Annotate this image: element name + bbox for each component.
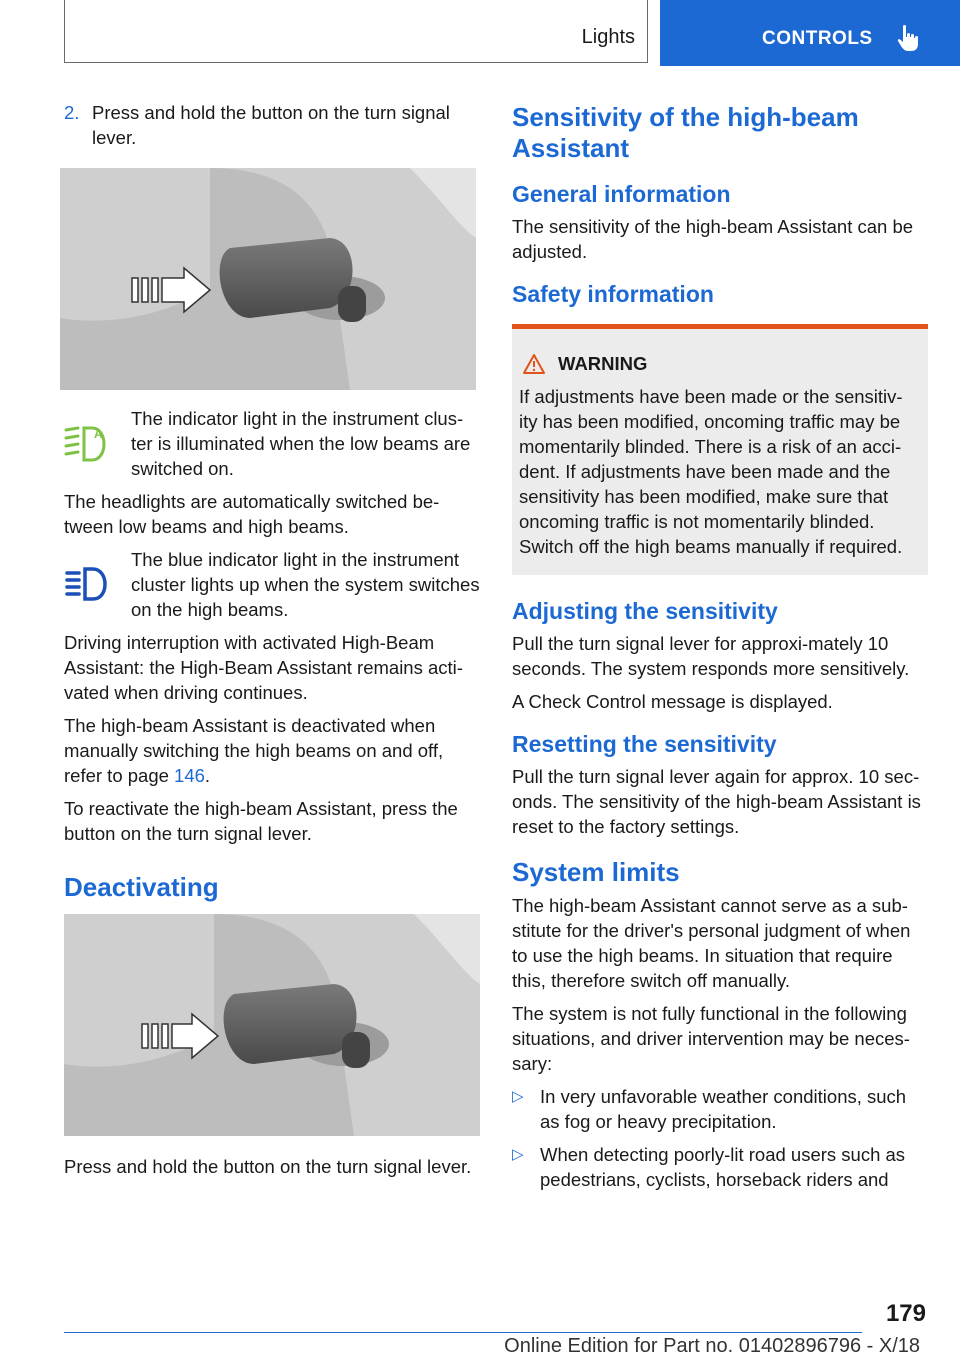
bullet-triangle-icon: ▷ <box>512 1146 524 1163</box>
list-item-text: In very unfavorable weather conditions, such as fog or heavy precipitation. <box>540 1086 907 1132</box>
warning-box <box>512 324 928 575</box>
turn-signal-lever-illustration <box>60 168 476 390</box>
auto-switch-text: The headlights are automatically switched be‐tween low beams and high beams. <box>64 491 440 537</box>
page-reference-link[interactable]: 146 <box>174 765 205 786</box>
resetting-text: Pull the turn signal lever again for approx. 10 sec‐onds. The sensitivity of the high-beam Assistant is reset to the factory settings. <box>512 766 921 837</box>
header-box <box>64 0 648 63</box>
reactivate-text: To reactivate the high-beam Assistant, press the button on the turn signal lever. <box>64 798 458 844</box>
deactivated-text-start: The high-beam Assistant is deactivated when manually switching the high beams on and off, refer to page <box>64 715 444 786</box>
controls-tab-label: CONTROLS <box>762 28 873 49</box>
high-beam-indicator-text: The blue indicator light in the instrument cluster lights up when the system switches on the high beams. <box>131 549 480 620</box>
deactivated-text <box>64 713 484 788</box>
step-number: 2. <box>64 102 80 123</box>
warning-text: If adjustments have been made or the sensitiv‐ity has been modified, oncoming traffic may be momentarily blinded. There is a risk of an acci‐dent. If adjustments have been made and the sensitivity has been modified, make sure that oncoming traffic is not momentarily blinded. Switch off the high beams manually if required. <box>519 386 903 557</box>
safety-information-heading: Safety information <box>512 281 714 307</box>
general-information-text: The sensitivity of the high-beam Assistant can be adjusted. <box>512 216 914 262</box>
controls-tab[interactable] <box>660 0 960 66</box>
deactivated-text-end: . <box>204 765 211 786</box>
section-title: Lights <box>581 26 635 48</box>
step-2 <box>64 100 484 150</box>
pointing-hand-icon <box>897 24 919 52</box>
sensitivity-heading: Sensitivity of the high-beam Assistant <box>512 102 859 163</box>
svg-text:A: A <box>94 427 103 441</box>
left-column <box>64 100 484 1187</box>
system-limits-intro: The system is not fully functional in the following situations, and driver intervention may be neces‐sary: <box>512 1003 910 1074</box>
bullet-triangle-icon: ▷ <box>512 1088 524 1105</box>
system-limits-text: The high-beam Assistant cannot serve as a sub‐stitute for the driver's personal judgment of when to use the high beams. In situation that require this, therefore switch off manually. <box>512 895 911 991</box>
page-number: 179 <box>885 1300 926 1327</box>
adjusting-heading: Adjusting the sensitivity <box>512 598 778 624</box>
list-item <box>512 1142 928 1192</box>
edition-text: Online Edition for Part no. 01402896796 - X/18 <box>504 1335 920 1357</box>
system-limits-heading: System limits <box>512 857 680 887</box>
deactivating-figure <box>64 914 480 1136</box>
adjusting-text: Pull the turn signal lever for approxi‐mately 10 seconds. The system responds more sensitively. <box>512 633 910 679</box>
check-control-message-text: A Check Control message is displayed. <box>512 691 833 712</box>
low-beam-indicator-text: The indicator light in the instrument clus‐ter is illuminated when the low beams are switched on. <box>131 408 471 479</box>
general-information-heading: General information <box>512 181 731 207</box>
resetting-heading: Resetting the sensitivity <box>512 731 777 757</box>
warning-triangle-icon <box>522 353 546 375</box>
footer-divider <box>64 1332 862 1333</box>
deactivating-lever-illustration <box>64 914 480 1136</box>
low-beam-assistant-indicator-icon <box>64 424 110 464</box>
list-item <box>512 1084 928 1134</box>
right-column <box>512 100 928 1200</box>
high-beam-indicator-icon <box>64 565 110 605</box>
turn-signal-lever-figure <box>60 168 476 390</box>
list-item-text: When detecting poorly-lit road users such as pedestrians, cyclists, horseback riders and <box>540 1144 906 1190</box>
warning-header <box>519 351 920 376</box>
warning-title: WARNING <box>558 353 648 374</box>
deactivating-caption: Press and hold the button on the turn signal lever. <box>64 1156 472 1177</box>
interruption-text: Driving interruption with activated High-Beam Assistant: the High-Beam Assistant remains acti‐vated when driving continues. <box>64 632 463 703</box>
high-beam-indicator-note <box>64 547 484 622</box>
step-text: Press and hold the button on the turn signal lever. <box>92 102 450 148</box>
deactivating-heading: Deactivating <box>64 872 219 902</box>
low-beam-indicator-note <box>64 406 484 481</box>
